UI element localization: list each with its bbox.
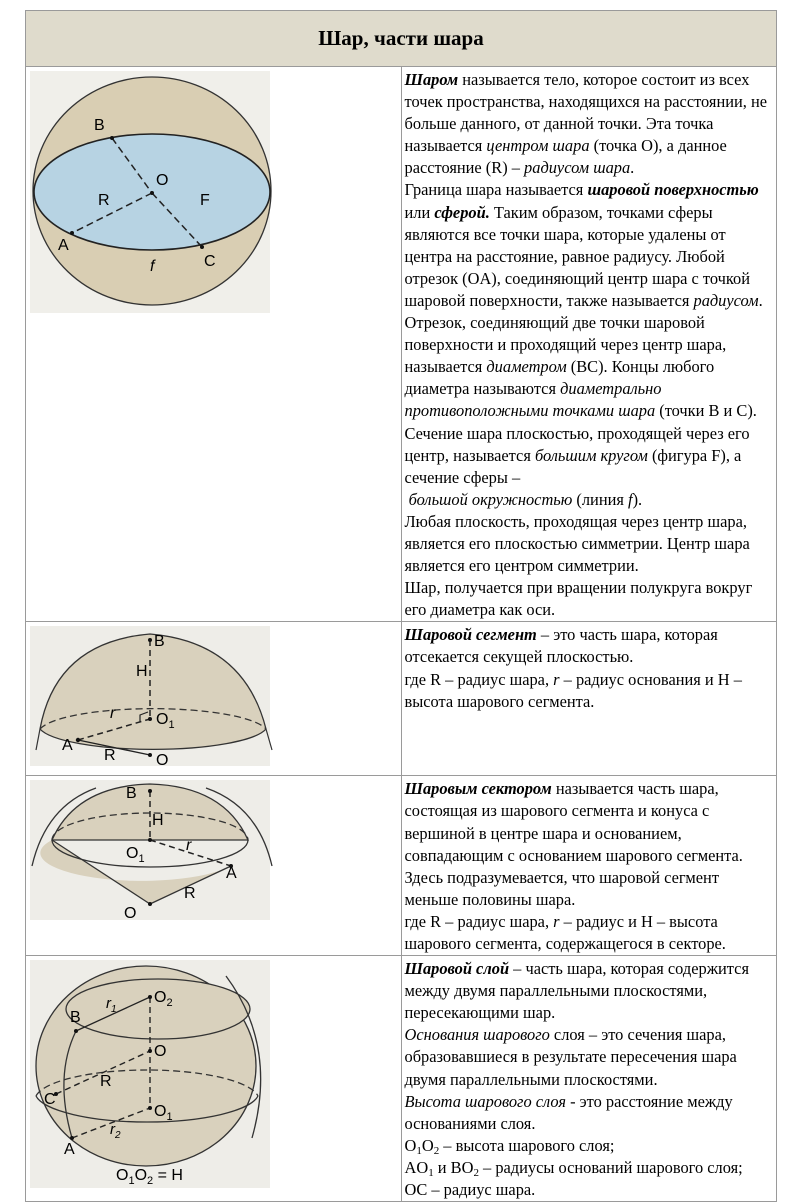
title-row xyxy=(26,11,777,67)
label-O: O xyxy=(124,905,137,923)
label-R: R xyxy=(98,192,110,209)
label-F: F xyxy=(200,192,210,209)
label-C: C xyxy=(44,1091,56,1109)
label-O: O xyxy=(154,1043,167,1061)
label-H: H xyxy=(136,663,148,681)
label-R: R xyxy=(184,885,196,903)
label-f: f xyxy=(150,258,155,275)
layer-line-1: $O_1O_2$ – высота шарового слоя; xyxy=(404,1135,615,1157)
symmetry-statement: Любая плоскость, проходящая через центр шара, является его плоскостью симметрии. Центр шара является его центром симметрии. xyxy=(404,511,750,576)
ball-figure xyxy=(26,67,274,580)
diameter-definition: называется диаметром (BC). Концы любого диаметра называются диаметрально противоположными точками шара (точки B и C). xyxy=(404,357,757,421)
rotation-statement: Шар, получается при вращении полукруга вокруг его диаметра как оси. xyxy=(404,578,753,620)
layer-figure-cell xyxy=(26,956,402,1202)
segment-text xyxy=(401,622,777,776)
great-circumference-definition: большой окружностью (линия f). xyxy=(408,489,643,509)
ball-definition: Шаром называется тело, которое состоит из всех точек пространства, находящихся на расстоянии, не больше данного, от данной точки. Эта точка называется центром шара (точка O), а данное расстояние (R) – радиусом шара. xyxy=(404,70,768,178)
great-circle-definition: Сечение шара плоскостью, проходящей через его центр, называется большим кругом (фигура F), а сечение сферы – xyxy=(404,423,750,487)
label-H: H xyxy=(152,812,164,830)
layer-row xyxy=(26,956,777,1202)
segment-figure-cell xyxy=(26,622,402,776)
diameter-intro: Отрезок, соединяющий две точки шаровой поверхности и проходящий через центр шара, xyxy=(404,313,727,355)
sector-legend: где R – радиус шара, r – радиус и H – высота шарового сегмента, содержащегося в секторе. xyxy=(404,911,726,953)
label-B: B xyxy=(94,117,105,134)
label-O1: $O_1$ xyxy=(154,1103,173,1124)
sector-definition: Шаровым сектором называется часть шара, состоящая из шарового сегмента и конуса с вершиной в центре шара и основанием, совпадающим с основанием шарового сегмента. Здесь подразумевается, что шаровой сегмент меньше половины шара. xyxy=(404,779,743,909)
height-equation: $O_1O_2 = H$ xyxy=(116,1167,183,1188)
label-B: B xyxy=(154,633,165,651)
layer-definition: Шаровой слой – часть шара, которая содержится между двумя параллельными плоскостями, пересекающими шар. xyxy=(404,959,749,1023)
label-O: O xyxy=(156,172,169,189)
label-O: O xyxy=(156,752,169,770)
ball-text xyxy=(401,67,777,622)
reference-sheet xyxy=(25,10,777,1202)
sector-text xyxy=(401,776,777,956)
label-A: A xyxy=(226,865,237,883)
label-r: r xyxy=(186,837,192,855)
layer-bases: Основания шарового слоя – это сечения шара, образовавшиеся в результате пересечения шара двумя параллельными плоскостями. xyxy=(404,1025,737,1089)
segment-figure xyxy=(26,622,274,770)
label-A: A xyxy=(62,737,73,755)
label-B: B xyxy=(126,785,137,803)
label-R: R xyxy=(100,1073,112,1091)
segment-legend: где R – радиус шара, r – радиус основания и H – высота шарового сегмента. xyxy=(404,669,742,711)
label-r2: $r_2$ xyxy=(110,1121,121,1142)
sector-figure xyxy=(26,776,274,936)
label-r1: $r_1$ xyxy=(106,995,117,1016)
layer-figure xyxy=(26,956,274,1193)
layer-line-3: OC – радиус шара. xyxy=(404,1180,536,1200)
content-table xyxy=(25,10,777,1202)
label-R: R xyxy=(104,747,116,765)
segment-definition: Шаровой сегмент – это часть шара, которая отсекается секущей плоскостью. xyxy=(404,625,718,667)
sphere-definition: Граница шара называется шаровой поверхностью или сферой. Таким образом, точками сферы являются все точки шара, которые удалены от центра на расстояние, равное радиусу. Любой отрезок (OA), соединяющий центр шара с точкой шаровой поверхности, также называется радиусом. xyxy=(404,180,763,310)
layer-height: Высота шарового слоя - это расстояние между основаниями слоя. xyxy=(404,1091,733,1133)
sector-figure-cell xyxy=(26,776,402,956)
label-A: A xyxy=(64,1141,75,1159)
label-O1: $O_1$ xyxy=(156,711,175,732)
ball-figure-cell xyxy=(26,67,402,622)
layer-line-2: $AO_1$ и $BO_2$ – радиусы оснований шарового слоя; xyxy=(404,1157,743,1179)
ball-row xyxy=(26,67,777,622)
label-O1: $O_1$ xyxy=(126,845,145,866)
label-A: A xyxy=(58,237,69,254)
page-title: Шар, части шара xyxy=(26,11,777,67)
label-O2: $O_2$ xyxy=(154,989,173,1010)
label-r: r xyxy=(110,705,116,723)
segment-row xyxy=(26,622,777,776)
label-B: B xyxy=(70,1009,81,1027)
sector-row xyxy=(26,776,777,956)
layer-text xyxy=(401,956,777,1202)
label-C: C xyxy=(204,253,216,270)
